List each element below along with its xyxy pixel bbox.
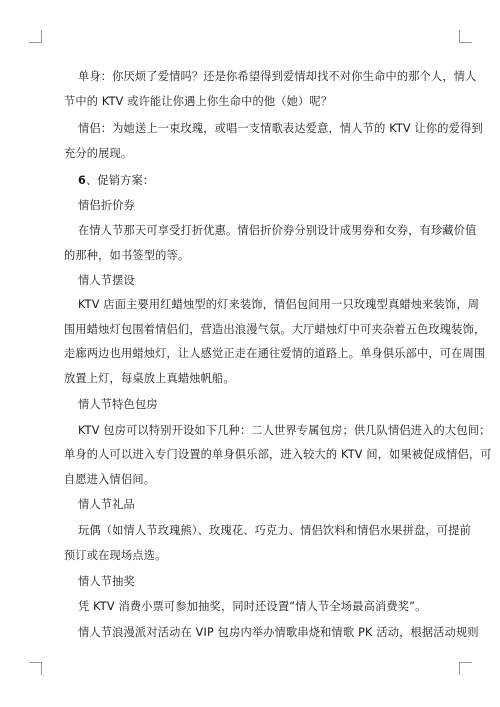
subheading-lottery: 情人节抽奖 <box>78 575 135 588</box>
paragraph-lottery: 凭 KTV 消费小票可参加抽奖，同时还设置“情人节全场最高消费奖”。 <box>78 600 427 613</box>
section-heading-promotion: 6、促销方案： <box>78 174 155 187</box>
paragraph-coupon-line-2: 的那种，如书签型的等。 <box>64 249 190 262</box>
paragraph-party-line-1: 情人节浪漫派对活动在 VIP 包房内举办情歌串烧和情歌 PK 活动，根据活动规则 <box>78 626 479 639</box>
paragraph-gifts-line-1: 玩偶（如情人节玫瑰熊）、玫瑰花、巧克力、情侣饮料和情侣水果拼盘，可提前 <box>78 524 471 537</box>
paragraph-rooms-line-2: 单身的人可以进入专门设置的单身俱乐部，进入较大的 KTV 间，如果被促成情侣，可 <box>64 448 492 461</box>
paragraph-single-line-2: 节中的 KTV 或许能让你遇上你生命中的他（她）呢？ <box>64 95 333 108</box>
paragraph-coupon-line-1: 在情人节那天可享受打折优惠。情侣折价券分别设计成男券和女券，有珍藏价值 <box>78 224 477 237</box>
subheading-decoration: 情人节摆设 <box>78 274 135 287</box>
section-number: 6 <box>78 174 86 187</box>
paragraph-decoration-line-1: KTV 店面主要用红蜡烛型的灯来装饰，情侣包间用一只玫瑰型真蜡烛来装饰，周 <box>78 298 480 311</box>
paragraph-decoration-line-3: 走廊两边也用蜡烛灯，让人感觉正走在通往爱情的道路上。单身俱乐部中，可在周围 <box>64 347 486 360</box>
paragraph-couple-line-1: 情侣：为她送上一束玫瑰，或唱一支情歌表达爱意，情人节的 KTV 让你的爱得到 <box>78 122 483 135</box>
paragraph-rooms-line-3: 自愿进入情侣间。 <box>64 473 156 486</box>
paragraph-decoration-line-2: 围用蜡烛灯包围着情侣们，营造出浪漫气氛。大厅蜡烛灯中可夹杂着五色玫瑰装饰， <box>64 323 486 336</box>
paragraph-single-line-1: 单身：你厌烦了爱情吗？还是你希望得到爱情却找不对你生命中的那个人，情人 <box>78 70 477 83</box>
paragraph-rooms-line-1: KTV 包房可以特别开设如下几种：二人世界专属包房；供几队情侣进入的大包间； <box>78 424 491 437</box>
paragraph-decoration-line-4: 放置上灯，每桌放上真蜡烛帆船。 <box>64 372 235 385</box>
subheading-couple-coupon: 情侣折价券 <box>78 199 135 212</box>
subheading-special-rooms: 情人节特色包房 <box>78 398 158 411</box>
paragraph-couple-line-2: 充分的展现。 <box>64 147 133 160</box>
subheading-gifts: 情人节礼品 <box>78 498 135 511</box>
paragraph-gifts-line-2: 预订或在现场点选。 <box>64 549 167 562</box>
